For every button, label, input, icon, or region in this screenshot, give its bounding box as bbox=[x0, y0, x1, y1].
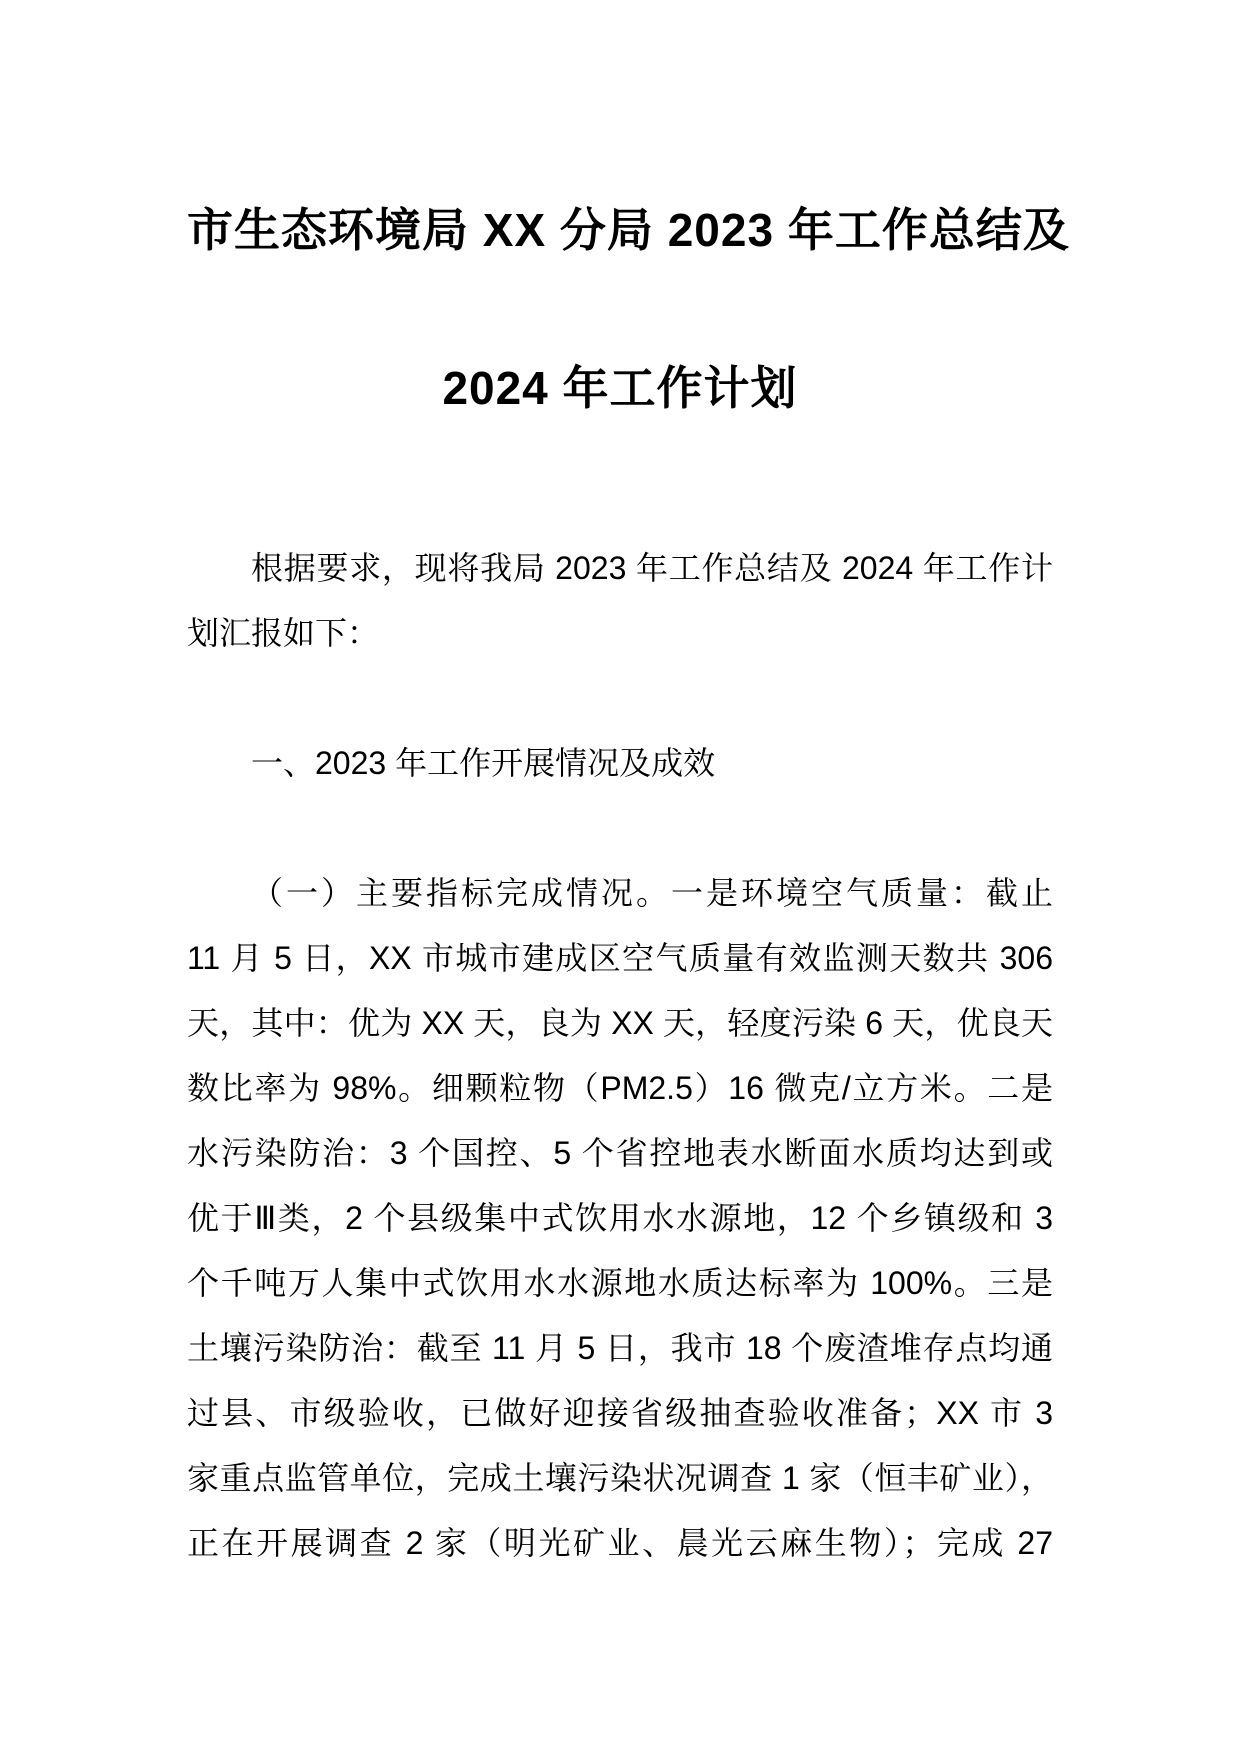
document-title bbox=[187, 151, 1070, 467]
body-line: 根据要求，现将我局 2023 年工作总结及 2024 年工作计 bbox=[251, 550, 1053, 586]
body-line: 一、2023 年工作开展情况及成效 bbox=[251, 745, 716, 781]
paragraph-section-1-heading bbox=[187, 731, 1053, 796]
body-line: 水污染防治：3 个国控、5 个省控地表水断面水质均达到或 bbox=[187, 1135, 1053, 1171]
document-body bbox=[187, 536, 1053, 1576]
body-line: 过县、市级验收，已做好迎接省级抽查验收准备；XX 市 3 bbox=[187, 1395, 1053, 1431]
body-line: 划汇报如下： bbox=[187, 615, 380, 651]
body-line: 11 月 5 日，XX 市城市建成区空气质量有效监测天数共 306 bbox=[187, 940, 1053, 976]
body-line: 数比率为 98%。细颗粒物（PM2.5）16 微克/立方米。二是 bbox=[187, 1070, 1053, 1106]
body-line: 家重点监管单位，完成土壤污染状况调查 1 家（恒丰矿业）， bbox=[187, 1460, 1053, 1496]
body-line: （一）主要指标完成情况。一是环境空气质量：截止 bbox=[251, 875, 1053, 911]
body-line: 优于Ⅲ类，2 个县级集中式饮用水水源地，12 个乡镇级和 3 bbox=[187, 1200, 1053, 1236]
body-line: 正在开展调查 2 家（明光矿业、晨光云麻生物）；完成 27 bbox=[187, 1525, 1053, 1561]
body-line: 个千吨万人集中式饮用水水源地水质达标率为 100%。三是 bbox=[187, 1265, 1053, 1301]
body-line: 土壤污染防治：截至 11 月 5 日，我市 18 个废渣堆存点均通 bbox=[187, 1330, 1053, 1366]
paragraph-section-1-1-indicators bbox=[187, 861, 1053, 1576]
document-title-line-2: 2024 年工作计划 bbox=[442, 362, 798, 414]
document-title-line-1: 市生态环境局 XX 分局 2023 年工作总结及 bbox=[187, 204, 1070, 256]
body-line: 天，其中：优为 XX 天，良为 XX 天，轻度污染 6 天，优良天 bbox=[187, 1005, 1053, 1041]
paragraph-intro bbox=[187, 536, 1053, 666]
